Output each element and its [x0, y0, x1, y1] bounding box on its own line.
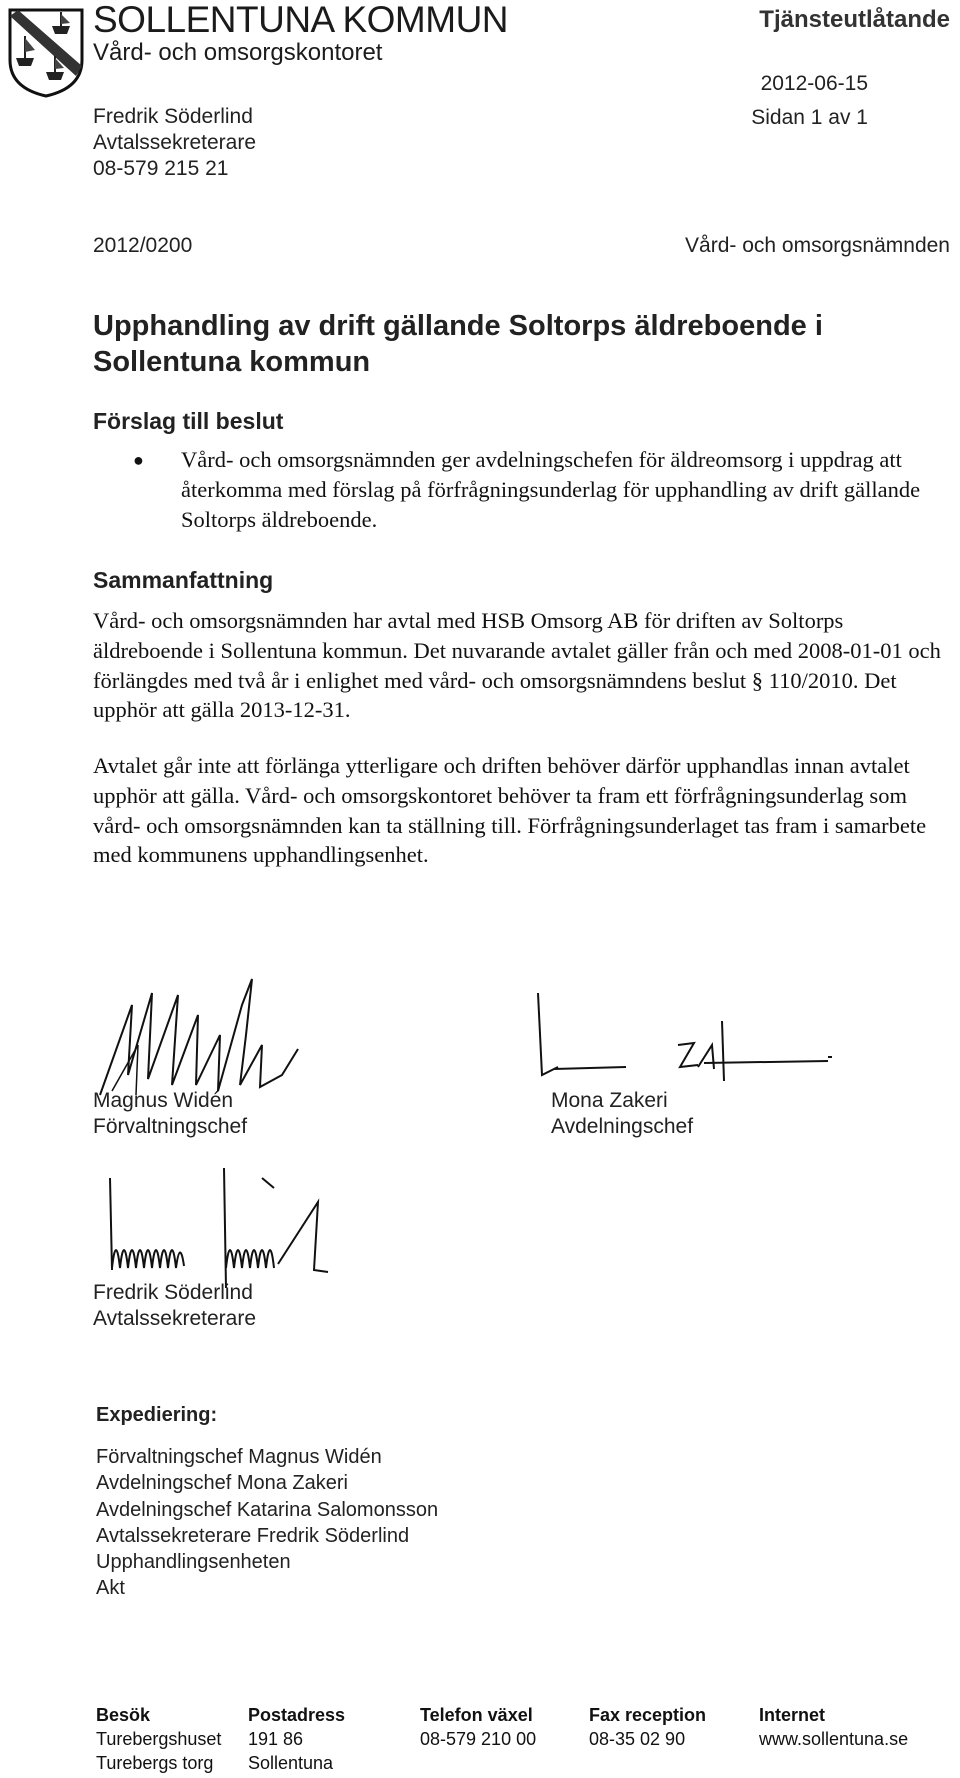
footer-line: Sollentuna — [248, 1753, 334, 1773]
signatory-name: Fredrik Söderlind — [93, 1281, 253, 1304]
footer-column-fax — [589, 1703, 706, 1751]
footer-line: 08-35 02 90 — [589, 1729, 686, 1749]
distribution-list — [96, 1444, 438, 1602]
footer-heading: Telefon växel — [420, 1705, 533, 1725]
footer-column-phone — [420, 1703, 536, 1751]
signature-mona-zakeri — [528, 985, 858, 1085]
distribution-heading: Expediering: — [96, 1404, 218, 1426]
organization-name: SOLLENTUNA KOMMUN — [93, 0, 509, 40]
proposal-heading: Förslag till beslut — [93, 408, 284, 434]
signatory-name: Magnus Widén — [93, 1089, 234, 1112]
summary-paragraph: Avtalet går inte att förlänga ytterligare och driften behöver därför upphandlas innan avtalet upphör att gälla. Vård- och omsorgskontoret behöver ta fram ett förfrågningsunderlag som vård- och omsorgsnämnden kan ta ställning till. Förfrågningsunderlaget tas fram i samarbete med kommunens upphandlingsenhet. — [93, 753, 927, 868]
list-item: Avdelningschef Katarina Salomonsson — [96, 1498, 439, 1521]
sender-name: Fredrik Söderlind — [93, 105, 253, 128]
recipient: Vård- och omsorgsnämnden — [685, 234, 950, 257]
list-item: Upphandlingsenheten — [96, 1551, 291, 1574]
footer-column-visit — [96, 1703, 221, 1775]
list-item: Akt — [96, 1577, 125, 1600]
proposal-list — [123, 445, 943, 534]
footer-website-link[interactable]: www.sollentuna.se — [759, 1729, 909, 1749]
sender-phone: 08-579 215 21 — [93, 157, 229, 180]
signature-fredrik-soderlind — [102, 1148, 362, 1288]
signatory-title: Avdelningschef — [551, 1115, 694, 1138]
footer-heading: Besök — [96, 1705, 151, 1725]
signatory-title: Förvaltningschef — [93, 1115, 248, 1138]
list-item: Avdelningschef Mona Zakeri — [96, 1472, 348, 1495]
department-name: Vård- och omsorgskontoret — [93, 39, 383, 66]
document-type: Tjänsteutlåtande — [759, 6, 950, 33]
document-title: Upphandling av drift gällande Soltorps äldreboende i Sollentuna kommun — [93, 310, 823, 378]
footer-heading: Postadress — [248, 1705, 346, 1725]
footer-heading: Fax reception — [589, 1705, 707, 1725]
municipal-coat-of-arms-icon — [6, 6, 86, 98]
footer-column-internet — [759, 1703, 908, 1751]
list-item: Avtalssekreterare Fredrik Söderlind — [96, 1524, 410, 1547]
proposal-item-text: Vård- och omsorgsnämnden ger avdelningschefen för äldreomsorg i uppdrag att återkomma med förslag på förfrågningsunderlag för upphandling av drift gällande Soltorps äldreboende. — [181, 447, 921, 532]
footer-column-postal — [248, 1703, 345, 1775]
page-number: Sidan 1 av 1 — [751, 106, 868, 129]
case-number: 2012/0200 — [93, 234, 193, 257]
footer-line: 08-579 210 00 — [420, 1729, 537, 1749]
footer-line: Turebergs torg — [96, 1753, 214, 1773]
footer-line: 191 86 — [248, 1729, 304, 1749]
document-date: 2012-06-15 — [760, 72, 868, 95]
signatory-name: Mona Zakeri — [551, 1089, 668, 1112]
sender-title: Avtalssekreterare — [93, 131, 257, 154]
list-item — [123, 445, 943, 534]
list-item: Förvaltningschef Magnus Widén — [96, 1446, 382, 1468]
footer-line: Turebergshuset — [96, 1729, 222, 1749]
signatory-title: Avtalssekreterare — [93, 1307, 257, 1330]
summary-heading: Sammanfattning — [93, 567, 274, 593]
summary-paragraph: Vård- och omsorgsnämnden har avtal med HSB Omsorg AB för driften av Soltorps äldreboende i Sollentuna kommun. Det nuvarande avtalet gäller från och med 2008-01-01 och förlängdes med två år i enlighet med vård- och omsorgsnämndens beslut § 110/2010. Det upphör att gälla 2013-12-31. — [93, 608, 941, 723]
footer-heading: Internet — [759, 1705, 826, 1725]
bullet-icon: ● — [133, 450, 144, 470]
